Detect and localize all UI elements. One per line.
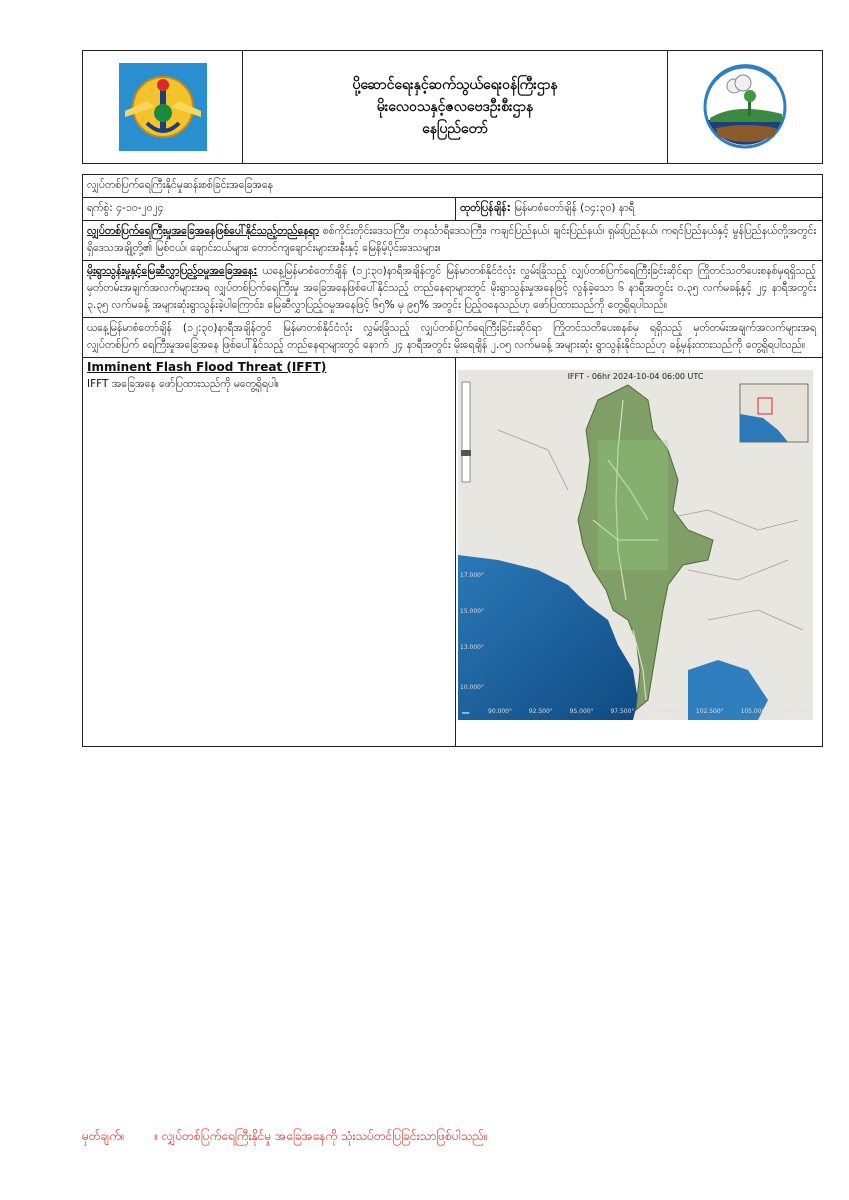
- report-subject: လျှပ်တစ်ပြက်ရေကြီးနိုင်မှုဆန်းစစ်ခြင်းအခြေအနေ: [87, 179, 273, 191]
- lon-label: 102.500°: [695, 708, 724, 715]
- map-lon-labels: [488, 708, 813, 718]
- date-cell: [83, 198, 456, 221]
- risk-location-row: [83, 221, 823, 261]
- ifft-map-cell: [456, 358, 823, 747]
- lon-label: 107.500°: [785, 708, 813, 715]
- content-table: [82, 174, 823, 747]
- ifft-heading: Imminent Flash Flood Threat (IFFT): [87, 360, 327, 374]
- footer-note: [82, 1128, 514, 1146]
- lon-label: 100.000°: [651, 708, 680, 715]
- rainfall-heading: မိုးရွာသွန်းမှုနှင့်မြေဆီလွှာပြည့်ဝမှုအခြေအနေ:: [87, 265, 258, 277]
- lat-label-17: 17.000°: [460, 572, 484, 579]
- issue-time-label: ထုတ်ပြန်ချိန်:: [460, 202, 511, 214]
- ifft-map[interactable]: [458, 370, 813, 720]
- map-scale: ━━: [462, 710, 470, 717]
- ministry-emblem-icon: [117, 61, 209, 153]
- lon-label: 92.500°: [528, 708, 553, 715]
- risk-location-body: စစ်ကိုင်းတိုင်းဒေသကြီး၊ တနင်္သာရီဒေသကြီး၊ ကချင်ပြည်နယ်၊ ချင်းပြည်နယ်၊ ရှမ်းပြည်နယ်၊ ကရင်ပြည်နယ်နှင့် မွန်ပြည်နယ်တို့အတွင်းရှိဒေသအချို့တို့၏ မြစ်ငယ်၊ ချောင်းငယ်များ၊ တောင်ကျချောင်းများအနီးနှင့် မြေနိမ့်ပိုင်းဒေသများ။: [87, 225, 816, 254]
- hydrology-department-icon: [696, 58, 794, 156]
- issue-time-cell: [456, 198, 823, 221]
- ifft-note: IFFT အခြေအနေ ဖော်ပြထားသည်ကို မတွေ့ရှိရပါ။: [87, 378, 279, 390]
- city-name: နေပြည်တော်: [422, 121, 488, 137]
- rainfall-body: ယနေ့မြန်မာစံတော်ချိန် (၁၂:၃၀)နာရီအချိန်တွင် မြန်မာတစ်နိုင်ငံလုံး လွှမ်းခြုံသည့် လျှပ်တစ်ပြက်ရေကြီးခြင်းဆိုင်ရာ ကြိုတင်သတိပေးစနစ်မှရရှိသည့် မှတ်တမ်းအချက်အလက်များအရ လျှပ်တစ်ပြက်ရေကြီးမှု အခြေအနေဖြစ်ပေါ်နိုင်သည့် တည်နေရာများတွင် မိုးရွာသွန်းမှုအနေဖြင့် လွန်ခဲ့သော ၆ နာရီအတွင်း ၀.၃၅ လက်မခန့်နှင့် ၂၄ နာရီအတွင်း ၃.၃၅ လက်မခန့် အများဆုံးရွာသွန်းခဲ့ပါကြောင်း၊ မြေဆီလွှာပြည့်ဝမှုအနေဖြင့် ၆၅% မှ ၉၅% အတွင်း ပြည့်ဝနေသည်ဟု ဖော်ပြထားသည်ကို တွေ့ရှိရပါသည်။: [87, 265, 816, 311]
- map-lat-labels: [460, 370, 520, 720]
- map-title: IFFT - 06hr 2024-10-04 06:00 UTC: [567, 372, 704, 381]
- header-table: [82, 50, 823, 164]
- lat-label-13: 13.000°: [460, 644, 484, 651]
- ifft-text-cell: [83, 358, 456, 747]
- date-value: ၄-၁၀-၂၀၂၄: [116, 202, 164, 214]
- right-logo-cell: [668, 51, 823, 164]
- ministry-name: ပို့ဆောင်ရေးနှင့်ဆက်သွယ်ရေးဝန်ကြီးဌာန: [352, 77, 558, 93]
- lon-label: 95.000°: [569, 708, 594, 715]
- rainfall-row: [83, 261, 823, 318]
- header-title-cell: [243, 51, 668, 164]
- footer-note-label: မှတ်ချက်။: [82, 1129, 125, 1143]
- basin-highlight: [598, 440, 668, 570]
- lat-label-15: 15.000°: [460, 608, 484, 615]
- forecast-body: ယနေ့မြန်မာစံတော်ချိန် (၁၂:၃၀)နာရီအချိန်တွင် မြန်မာတစ်နိုင်ငံလုံး လွှမ်းခြုံသည့် လျှပ်တစ်ပြက်ရေကြီးခြင်းဆိုင်ရာ ကြိုတင်သတိပေးစနစ်မှ ရရှိသည့် မှတ်တမ်းအချက်အလက်များအရ လျှပ်တစ်ပြက် ရေကြီးမှုအခြေအနေ ဖြစ်ပေါ်နိုင်သည့် တည်နေရာများတွင် နောက် ၂၄ နာရီအတွင်း မိုးရေချိန် ၂.၀၅ လက်မခန့် အများဆုံး ရွာသွန်းနိုင်သည်ဟု ခန့်မှန်းထားသည်ကို တွေ့ရှိရပါသည်။: [87, 322, 816, 351]
- date-label: ရက်စွဲ:: [87, 202, 113, 214]
- subject-row: [83, 175, 823, 198]
- lon-label: 105.000°: [740, 708, 769, 715]
- lon-label: 97.500°: [610, 708, 635, 715]
- footer-note-text: ။ လျှပ်တစ်ပြက်ရေကြီးနိုင်မှု အခြေအနေကို သုံးသပ်တင်ပြခြင်းသာဖြစ်ပါသည်။: [154, 1129, 488, 1143]
- left-logo-cell: [83, 51, 243, 164]
- risk-location-heading: လျှပ်တစ်ပြက်ရေကြီးမှုအခြေအနေဖြစ်ပေါ်နိုင်သည့်တည်နေရာ: [87, 225, 319, 237]
- lon-label: 90.000°: [488, 708, 512, 715]
- report-sheet: [82, 50, 822, 747]
- forecast-row: [83, 318, 823, 358]
- lat-label-10: 10.000°: [460, 684, 484, 691]
- department-name: မိုးလေဝသနှင့်ဇလဗေဒဦးစီးဌာန: [376, 99, 534, 115]
- issue-time-value: မြန်မာစံတော်ချိန် (၁၄:၃၀) နာရီ: [514, 202, 635, 214]
